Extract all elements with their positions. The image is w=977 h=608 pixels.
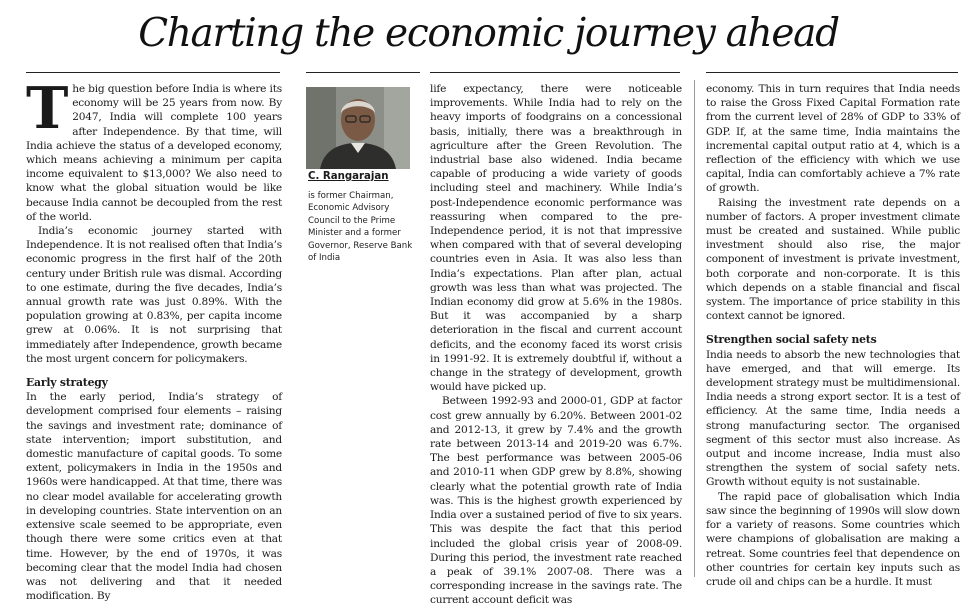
column-3 xyxy=(706,82,960,588)
headline: Charting the economic journey ahead xyxy=(138,11,839,56)
author-portrait-image xyxy=(306,87,410,169)
paragraph: economy. This in turn requires that India needs to raise the Gross Fixed Capital Formation rate from the current level of 28% of GDP to 33% of GDP. If, at the same time, India maintains the incremental capital output ratio at 4, which is a reflection of the efficiency with which we use capital, India can comfortably achieve a 7% rate of growth. xyxy=(706,83,960,195)
drop-cap: T xyxy=(26,75,69,142)
paragraph: Raising the investment rate depends on a number of factors. A proper investment climate must be created and sustained. While public investment should also rise, the major component of investment is private investment, both corporate and non-corporate. It is this which depends on a stable financial and fiscal system. The importance of price stability in this context cannot be ignored. xyxy=(706,196,960,323)
column-rule-2 xyxy=(430,72,680,73)
column-rule-1 xyxy=(26,72,280,73)
paragraph: Between 1992-93 and 2000-01, GDP at factor cost grew annually by 6.20%. Between 2001-02 and 2012-13, it grew by 7.4% and the growth rate between 2013-14 and 2019-20 was 6.7%. The best performance was between 2005-06 and 2010-11 when GDP grew by 8.8%, showing clearly what the potential growth rate of India was. This is the highest growth experienced by India over a sustained period of five to six years. This was despite the fact that this period included the global crisis year of 2008-09. During this period, the investment rate reached a peak of 39.1% 2007-08. There was a corresponding increase in the savings rate. The current account deficit was xyxy=(430,395,682,607)
section-heading: Early strategy xyxy=(26,376,108,390)
column-separator xyxy=(694,80,695,577)
paragraph: India’s economic journey started with Independence. It is not realised often that India’s economic progress in the first half of the 20th century under British rule was dismal. According to one estimate, during the five decades, India’s annual growth rate was just 0.89%. With the population growing at 0.83%, per capita income grew at 0.06%. It is not surprising that immediately after Independence, growth became the most urgent concern for policymakers. xyxy=(26,225,282,365)
author-photo xyxy=(306,87,410,169)
byline xyxy=(308,170,420,264)
section-heading: Strengthen social safety nets xyxy=(706,333,877,347)
author-bio: is former Chairman, Economic Advisory Council to the Prime Minister and a former Governor, Reserve Bank of India xyxy=(308,191,413,264)
column-1 xyxy=(26,75,282,603)
byline-rule xyxy=(306,72,420,73)
paragraph: The rapid pace of globalisation which India saw since the beginning of 1990s will slow down for a variety of reasons. Some countries which were champions of globalisation are making a retreat. Some countries feel that dependence on other countries for certain key inputs such as crude oil and chips can be a hurdle. It must xyxy=(706,490,960,588)
paragraph: In the early period, India’s strategy of development comprised four elements – raising the savings and investment rate; dominance of state intervention; import substitution, and domestic manufacture of capital goods. To some extent, policymakers in India in the 1950s and 1960s were handicapped. At that time, there was no clear model available for accelerating growth in developing countries. State intervention on an extensive scale seemed to be appropriate, even though there were some critics even at that time. However, by the end of 1970s, it was becoming clear that the model India had chosen was not delivering and that it needed modification. By xyxy=(26,391,282,603)
author-name[interactable]: C. Rangarajan xyxy=(308,171,389,182)
column-rule-3 xyxy=(706,72,958,73)
paragraph: life expectancy, there were noticeable improvements. While India had to rely on the heavy imports of foodgrains on a concessional basis, initially, there was a breakthrough in agriculture after the Green Revolution. The industrial base also widened. India became capable of producing a wide variety of goods including steel and machinery. While India’s post-Independence economic performance was reassuring when compared to the pre-Independence period, it is not that impressive when compared with that of several developing countries even in Asia. It was also less than India’s expectations. Plan after plan, actual growth was less than what was projected. The Indian economy did grow at 5.6% in the 1980s. But it was accompanied by a sharp deterioration in the fiscal and current account deficits, and the economy faced its worst crisis in 1991-92. It is extremely doubtful if, without a change in the strategy of development, growth would have picked up. xyxy=(430,83,682,394)
paragraph: he big question before India is where its economy will be 25 years from now. By 2047, India will complete 100 years after Independence. By that time, will India achieve the status of a developed economy, which means achieving a minimum per capita income equivalent to $13,000? We also need to know what the global situation would be like because India cannot be decoupled from the rest of the world. xyxy=(26,83,282,223)
paragraph: India needs to absorb the new technologies that have emerged, and that will emerge. Its development strategy must be multidimensional. India needs a strong export sector. It is a test of efficiency. At the same time, India needs a strong manufacturing sector. The organised segment of this sector must also increase. As output and income increase, India must also strengthen the system of social safety nets. Growth without equity is not sustainable. xyxy=(706,348,960,489)
column-2 xyxy=(430,82,682,607)
